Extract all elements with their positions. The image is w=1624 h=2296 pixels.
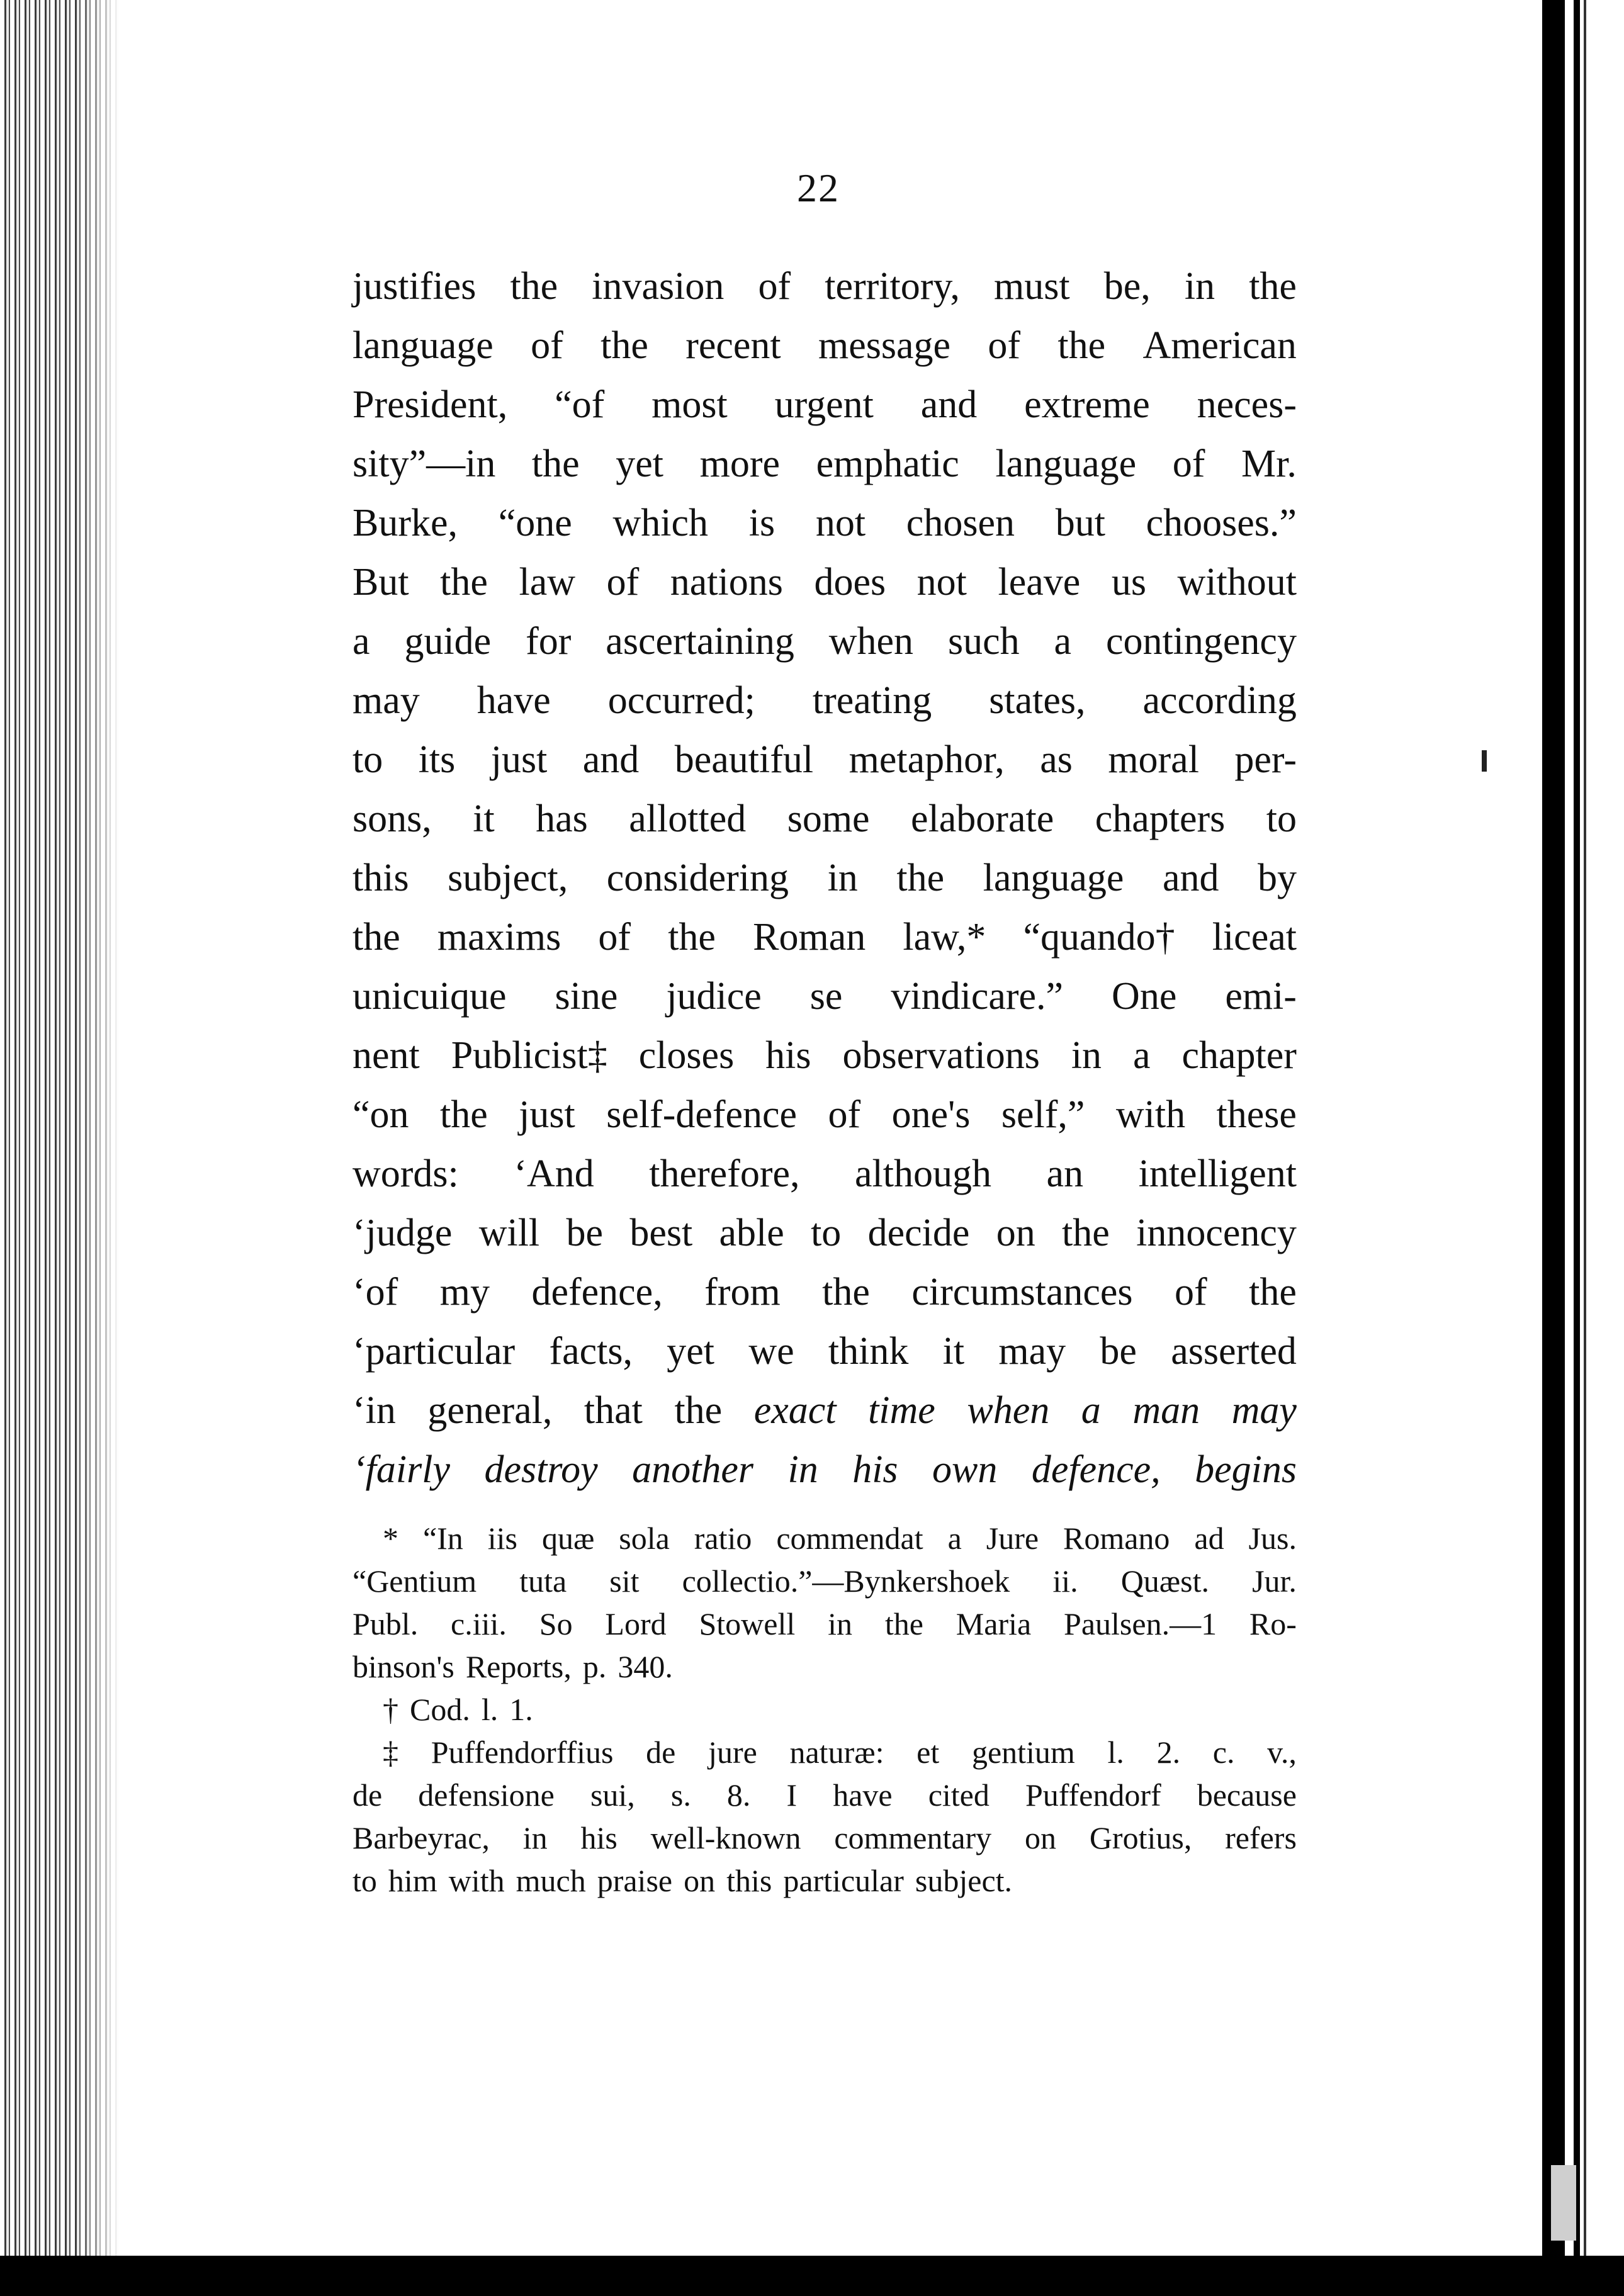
word: circumstances (911, 1271, 1133, 1314)
word: defence, (531, 1271, 663, 1314)
page-number: 22 (797, 166, 840, 210)
footnote-word: Paulsen.—1 (1064, 1606, 1217, 1641)
footnote-line (352, 1602, 1297, 1645)
word: words: (352, 1152, 459, 1195)
footnotes (352, 1517, 1297, 1902)
word: does (814, 561, 886, 604)
word: observations (842, 1034, 1040, 1077)
word: the (1249, 1271, 1297, 1314)
word: asserted (1171, 1330, 1297, 1373)
footnote-word: “Gentium (352, 1563, 477, 1599)
word: the (1062, 1212, 1110, 1254)
word: facts, (549, 1330, 633, 1373)
word: some (787, 797, 870, 840)
scan-edge-bar (1574, 0, 1580, 2296)
word: as (1040, 738, 1073, 781)
text-line (352, 316, 1297, 375)
word: may (352, 679, 420, 722)
footnote-word: because (1197, 1777, 1297, 1813)
footnote-word: ratio (694, 1521, 752, 1556)
word: the (601, 324, 648, 367)
word: maxims (437, 916, 561, 959)
word: self,” (1001, 1093, 1085, 1136)
footnote-word: him (388, 1863, 437, 1898)
word: which (612, 502, 709, 544)
footnote-word: de (352, 1777, 383, 1813)
word: more (699, 442, 780, 485)
footnote-word: l. (481, 1692, 499, 1727)
footnote-word: p. (582, 1649, 607, 1684)
text-line (352, 257, 1297, 316)
footnote-word: So (539, 1606, 573, 1641)
word: these (1216, 1093, 1297, 1136)
word: the (440, 561, 488, 604)
footnote-word: subject. (915, 1863, 1013, 1898)
text-line (352, 789, 1297, 848)
footnote-word: 1. (509, 1692, 533, 1727)
word: “quando† (1023, 916, 1175, 959)
footnote-word: gentium (971, 1735, 1075, 1770)
word: a (1054, 620, 1072, 663)
text-line (352, 612, 1297, 671)
word: the (1057, 324, 1106, 367)
word: to (811, 1212, 842, 1254)
word: emi- (1225, 975, 1297, 1018)
word: message (818, 324, 951, 367)
footnote-word: Romano (1063, 1521, 1170, 1556)
footnote-word: binson's (352, 1649, 454, 1684)
word: intelligent (1138, 1152, 1297, 1195)
word: metaphor, (849, 738, 1005, 781)
footnote-word: Jus. (1248, 1521, 1297, 1556)
footnote-word: the (884, 1606, 923, 1641)
italic-word: a (1081, 1389, 1101, 1432)
footnote-word: jure (708, 1735, 757, 1770)
word: when (828, 620, 914, 663)
word: Publicist‡ (451, 1034, 607, 1077)
footnote-word: c. (1212, 1735, 1235, 1770)
italic-word: begins (1195, 1448, 1297, 1491)
word: ‘in (352, 1389, 396, 1432)
word: vindicare.” (891, 975, 1064, 1018)
footnote-line (352, 1816, 1297, 1859)
footnote-word: Ro- (1249, 1606, 1297, 1641)
text-line (352, 1322, 1297, 1381)
word: contingency (1105, 620, 1297, 663)
word: ‘judge (352, 1212, 453, 1254)
footnote-word: et (916, 1735, 940, 1770)
word: urgent (774, 383, 874, 426)
footnote-word: Cod. (410, 1692, 470, 1727)
footnote-word: “In (422, 1521, 463, 1556)
text-line (352, 1263, 1297, 1322)
word: be (566, 1212, 603, 1254)
word: justifies (352, 265, 476, 308)
footnote-line (352, 1774, 1297, 1816)
footnote-word: tuta (519, 1563, 567, 1599)
text-line (352, 671, 1297, 730)
word: will (478, 1212, 540, 1254)
word: language (352, 324, 493, 367)
word: must (994, 265, 1070, 308)
word: leave (998, 561, 1081, 604)
italic-word: own (932, 1448, 998, 1491)
footnote-word: v., (1267, 1735, 1297, 1770)
word: is (748, 502, 775, 544)
word: in (827, 857, 858, 899)
footnote-word: Maria (956, 1606, 1032, 1641)
footnote-word: sit (609, 1563, 640, 1599)
footnote-word: commendat (776, 1521, 923, 1556)
word: chapters (1095, 797, 1226, 840)
footnote-word: on (684, 1863, 716, 1898)
word: innocency (1136, 1212, 1297, 1254)
footnote-word: Jure (986, 1521, 1039, 1556)
word: just (519, 1093, 575, 1136)
footnote-word: Stowell (699, 1606, 796, 1641)
word: moral (1108, 738, 1199, 781)
word: according (1142, 679, 1297, 722)
text-line (352, 730, 1297, 789)
word: the (352, 916, 400, 959)
word: and (920, 383, 978, 426)
footnote-word: ‡ (383, 1735, 398, 1770)
footnote-word: s. (670, 1777, 691, 1813)
footnote-word: ad (1194, 1521, 1224, 1556)
word: and (1162, 857, 1219, 899)
word: sity”—in (352, 442, 496, 485)
word: have (476, 679, 551, 722)
footnote-word: refers (1225, 1820, 1297, 1855)
footnote-word: this (726, 1863, 772, 1898)
footnote-word: Jur. (1252, 1563, 1297, 1599)
scan-edge-bar (1584, 0, 1586, 2296)
stray-ink-mark (1482, 750, 1487, 772)
word: invasion (592, 265, 725, 308)
footnote-word: particular (783, 1863, 904, 1898)
body-text (352, 257, 1297, 1499)
word: to (1266, 797, 1297, 840)
word: occurred; (607, 679, 755, 722)
footnote-word: in (828, 1606, 853, 1641)
word: the (531, 442, 580, 485)
text-line (352, 1026, 1297, 1085)
word: that (584, 1389, 643, 1432)
word: therefore, (649, 1152, 800, 1195)
footnote-word: have (833, 1777, 893, 1813)
word: not (916, 561, 967, 604)
scan-edge-bar (1542, 0, 1565, 2296)
word: just (490, 738, 548, 781)
text-line (352, 908, 1297, 967)
footnote-word: I (786, 1777, 798, 1813)
footnote-word: 2. (1156, 1735, 1181, 1770)
text-line (352, 1440, 1297, 1499)
word: American (1142, 324, 1297, 367)
footnote-word: Lord (605, 1606, 667, 1641)
scan-edge-bar (1593, 0, 1624, 2296)
word: a (352, 620, 370, 663)
footnote-line (352, 1645, 1297, 1688)
word: states, (989, 679, 1086, 722)
footnote-word: a (947, 1521, 962, 1556)
word: of (828, 1093, 861, 1136)
word: sine (555, 975, 618, 1018)
text-line (352, 1085, 1297, 1144)
footnote-word: Puffendorffius (431, 1735, 614, 1770)
text-line (352, 375, 1297, 434)
footnote-word: much (516, 1863, 586, 1898)
word: emphatic (816, 442, 959, 485)
footnote-word: c.iii. (451, 1606, 507, 1641)
text-line (352, 1203, 1297, 1263)
word: to (352, 738, 383, 781)
italic-word: his (852, 1448, 898, 1491)
text-line (352, 493, 1297, 553)
word: Roman (753, 916, 866, 959)
footnote-word: de (646, 1735, 676, 1770)
word: liceat (1212, 916, 1297, 959)
word: his (765, 1034, 811, 1077)
word: from (704, 1271, 781, 1314)
word: think (828, 1330, 909, 1373)
word: yet (616, 442, 664, 485)
word: language (983, 857, 1124, 899)
word: per- (1234, 738, 1297, 781)
word: guide (404, 620, 492, 663)
word: and (582, 738, 640, 781)
italic-word: defence, (1031, 1448, 1161, 1491)
word: the (668, 916, 716, 959)
word: language (995, 442, 1137, 485)
scan-binding-fade (76, 0, 120, 2296)
italic-word: another (632, 1448, 754, 1491)
word: although (855, 1152, 992, 1195)
word: But (352, 561, 409, 604)
word: Burke, (352, 502, 458, 544)
footnote-word: to (352, 1863, 377, 1898)
word: ascertaining (606, 620, 794, 663)
word: able (719, 1212, 784, 1254)
word: best (629, 1212, 693, 1254)
footnote-word: with (448, 1863, 505, 1898)
footnote-word: iis (487, 1521, 517, 1556)
word: allotted (629, 797, 747, 840)
word: treating (812, 679, 932, 722)
word: such (947, 620, 1020, 663)
footnote-word: † (383, 1692, 398, 1727)
word: “on (352, 1093, 409, 1136)
word: be (1100, 1330, 1137, 1373)
text-line (352, 1144, 1297, 1203)
word: one's (891, 1093, 971, 1136)
italic-word: time (868, 1389, 935, 1432)
word: it (942, 1330, 965, 1373)
word: most (651, 383, 728, 426)
footnote-word: collectio.”—Bynkershoek (682, 1563, 1010, 1599)
footnote-word: ii. (1052, 1563, 1078, 1599)
scan-edge-right (1542, 0, 1624, 2296)
word: elaborate (911, 797, 1054, 840)
word: chosen (906, 502, 1015, 544)
word: se (809, 975, 843, 1018)
word: chapter (1181, 1034, 1297, 1077)
text-line (352, 967, 1297, 1026)
word: nations (670, 561, 783, 604)
word: One (1112, 975, 1177, 1018)
footnote-word: Quæst. (1120, 1563, 1210, 1599)
footnote-word: Publ. (352, 1606, 419, 1641)
footnote-word: 340. (617, 1649, 673, 1684)
word: of (1175, 1271, 1207, 1314)
word: of (606, 561, 640, 604)
italic-word: exact (753, 1389, 837, 1432)
word: of (988, 324, 1021, 367)
italic-word: man (1132, 1389, 1200, 1432)
footnote-line (352, 1517, 1297, 1560)
footnote-line (352, 1560, 1297, 1602)
word: the (439, 1093, 488, 1136)
word: decide (867, 1212, 970, 1254)
text-line (352, 848, 1297, 908)
word: not (815, 502, 866, 544)
word: the (896, 857, 945, 899)
italic-word: may (1231, 1389, 1297, 1432)
word: for (526, 620, 572, 663)
word: law,* (903, 916, 986, 959)
word: but (1055, 502, 1105, 544)
word: beautiful (674, 738, 814, 781)
word: of (1172, 442, 1205, 485)
footnote-word: l. (1107, 1735, 1124, 1770)
footnote-word: commentary (834, 1820, 992, 1855)
word: us (1111, 561, 1146, 604)
word: ‘particular (352, 1330, 516, 1373)
word: in (1184, 265, 1215, 308)
word: we (748, 1330, 794, 1373)
footnote-word: his (580, 1820, 617, 1855)
footnote-word: defensione (418, 1777, 555, 1813)
word: has (536, 797, 588, 840)
scan-blot (1551, 2165, 1576, 2241)
word: on (996, 1212, 1035, 1254)
word: Mr. (1241, 442, 1297, 485)
word: neces- (1197, 383, 1297, 426)
word: a (1133, 1034, 1151, 1077)
word: sons, (352, 797, 432, 840)
word: my (439, 1271, 490, 1314)
word: recent (685, 324, 781, 367)
text-line (352, 434, 1297, 493)
word: closes (638, 1034, 735, 1077)
word: the (674, 1389, 723, 1432)
word: chooses.” (1146, 502, 1297, 544)
word: its (418, 738, 456, 781)
footnote-word: cited (928, 1777, 990, 1813)
word: “of (555, 383, 605, 426)
footnote-word: in (522, 1820, 548, 1855)
word: general, (427, 1389, 553, 1432)
word: territory, (825, 265, 960, 308)
word: considering (606, 857, 789, 899)
footnote-word: sola (619, 1521, 670, 1556)
word: may (998, 1330, 1066, 1373)
word: yet (667, 1330, 715, 1373)
word: self-defence (606, 1093, 798, 1136)
footnote-word: on (1025, 1820, 1056, 1855)
word: the (822, 1271, 870, 1314)
footnote-word: well-known (650, 1820, 801, 1855)
italic-word: in (787, 1448, 818, 1491)
word: judice (666, 975, 762, 1018)
word: this (352, 857, 409, 899)
footnote-word: Barbeyrac, (352, 1820, 490, 1855)
footnote-word: * (383, 1521, 398, 1556)
footnote-word: naturæ: (789, 1735, 884, 1770)
footnote-line (352, 1688, 1297, 1731)
footnote-word: Grotius, (1089, 1820, 1192, 1855)
word: without (1177, 561, 1297, 604)
word: ‘of (352, 1271, 398, 1314)
footnote-word: praise (597, 1863, 673, 1898)
word: an (1046, 1152, 1084, 1195)
word: by (1258, 857, 1297, 899)
text-line (352, 553, 1297, 612)
text-line (352, 1381, 1297, 1440)
word: law (519, 561, 575, 604)
word: ‘And (514, 1152, 594, 1195)
footnote-word: quæ (541, 1521, 595, 1556)
footnote-word: sui, (590, 1777, 635, 1813)
footnote-line (352, 1731, 1297, 1774)
word: of (531, 324, 563, 367)
word: with (1115, 1093, 1186, 1136)
word: it (473, 797, 495, 840)
word: the (1249, 265, 1297, 308)
word: extreme (1024, 383, 1150, 426)
italic-word: ‘fairly (352, 1448, 450, 1491)
footnote-word: Reports, (465, 1649, 572, 1684)
word: of (598, 916, 631, 959)
scan-edge-bottom (0, 2256, 1624, 2296)
word: in (1071, 1034, 1102, 1077)
italic-word: destroy (484, 1448, 598, 1491)
word: President, (352, 383, 508, 426)
word: the (510, 265, 558, 308)
italic-word: when (967, 1389, 1050, 1432)
word: subject, (448, 857, 568, 899)
word: “one (498, 502, 572, 544)
footnote-word: 8. (726, 1777, 751, 1813)
word: nent (352, 1034, 420, 1077)
footnote-word: Puffendorf (1025, 1777, 1161, 1813)
word: unicuique (352, 975, 507, 1018)
footnote-line (352, 1859, 1297, 1902)
word: of (758, 265, 791, 308)
word: be, (1103, 265, 1151, 308)
